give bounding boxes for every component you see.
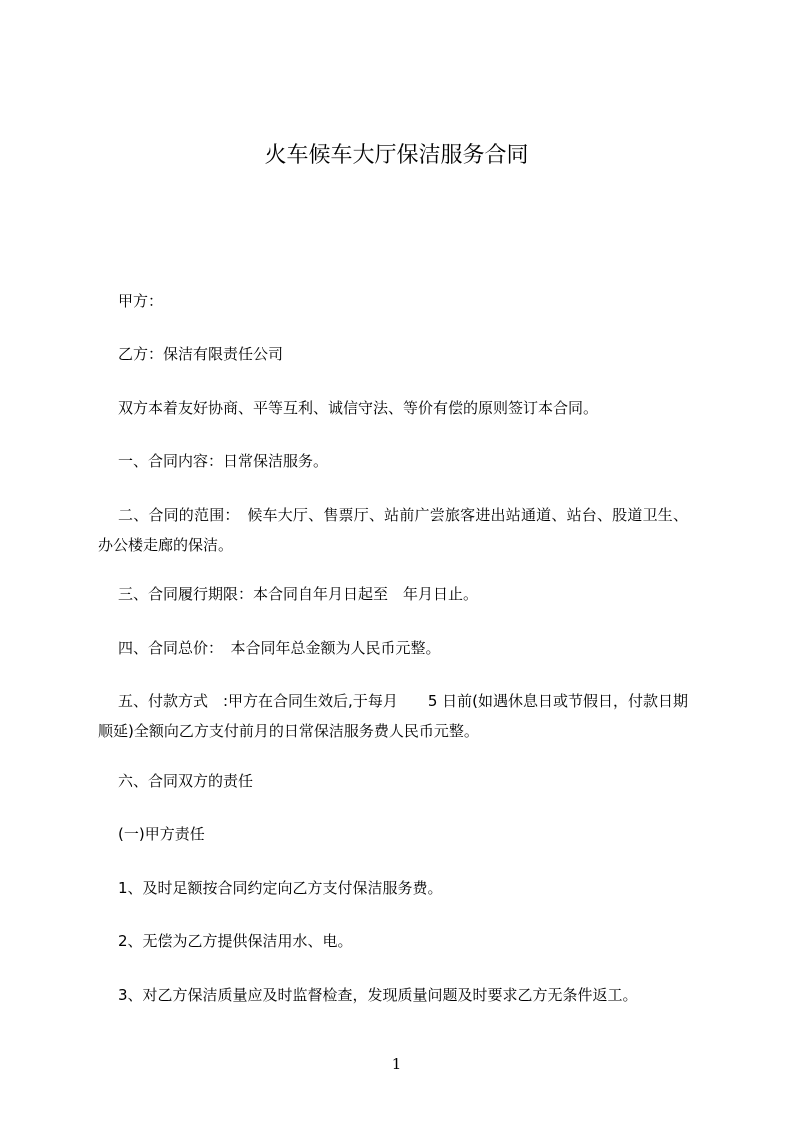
party-a-line: 甲方： [118, 292, 164, 310]
party-b-line: 乙方：保洁有限责任公司 [118, 345, 284, 363]
list-item: 3、对乙方保洁质量应及时监督检查，发现质量问题及时要求乙方无条件返工。 [118, 986, 638, 1004]
clause-responsibilities: 六、合同双方的责任 [118, 772, 254, 790]
list-item: 1、及时足额按合同约定向乙方支付保洁服务费。 [118, 879, 443, 897]
clause-price: 四、合同总价： 本合同年总金额为人民币元整。 [118, 639, 441, 657]
section-party-a-responsibilities: (一)甲方责任 [118, 825, 205, 843]
list-item: 2、无偿为乙方提供保洁用水、电。 [118, 932, 353, 950]
document-title: 火车候车大厅保洁服务合同 [264, 143, 529, 168]
intro-paragraph: 双方本着友好协商、平等互利、诚信守法、等价有偿的原则签订本合同。 [118, 399, 599, 417]
clause-payment: 五、付款方式 :甲方在合同生效后,于每月 5 日前(如遇休息日或节假日，付款日期顺延)全额向乙方支付前月的日常保洁服务费人民币元整。 [98, 692, 688, 740]
page-number: 1 [391, 1055, 402, 1073]
clause-scope: 二、合同的范围： 候车大厅、售票厅、站前广尝旅客进出站通道、站台、股道卫生、办公楼走廊的保洁。 [98, 506, 688, 554]
clause-term: 三、合同履行期限：本合同自年月日起至 年月日止。 [118, 585, 479, 603]
clause-content: 一、合同内容：日常保洁服务。 [118, 452, 329, 470]
